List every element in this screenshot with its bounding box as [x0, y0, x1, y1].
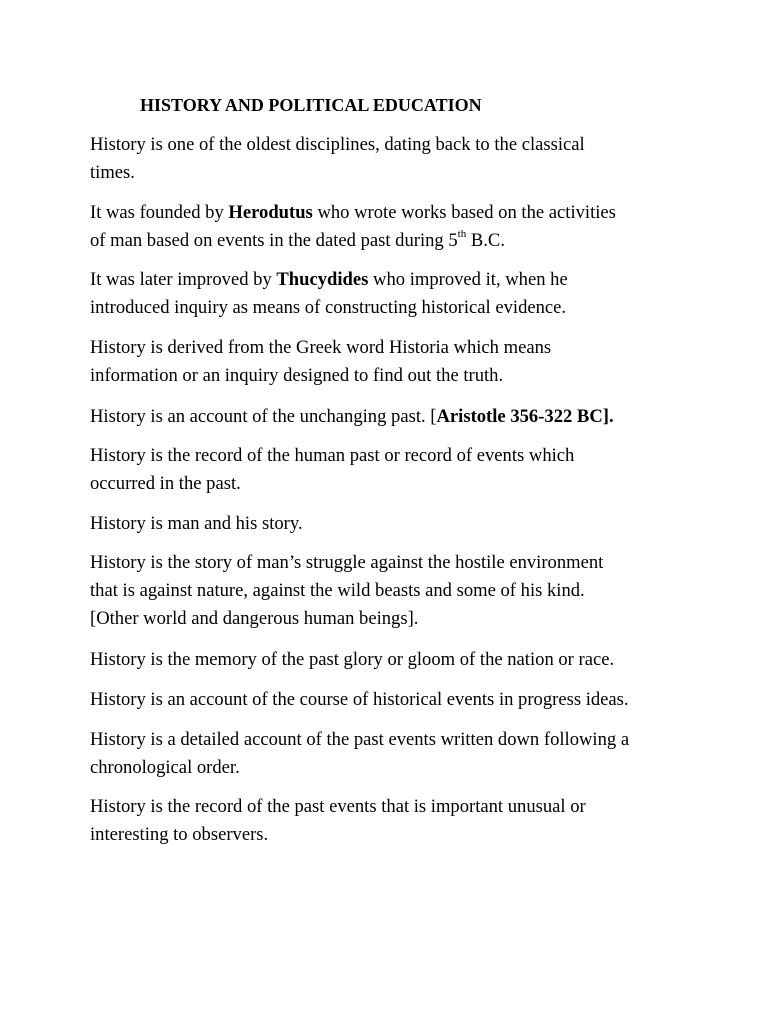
paragraph-line: chronological order.: [90, 757, 240, 778]
paragraph-struggle: [90, 549, 690, 633]
paragraph-man-and-story: [90, 510, 690, 538]
text-run: of man based on events in the dated past during 5: [90, 230, 458, 251]
text-run: It was founded by: [90, 202, 229, 223]
paragraph-aristotle: [90, 403, 690, 431]
bold-name-herodutus: Herodutus: [228, 202, 313, 223]
paragraph-line: [Other world and dangerous human beings].: [90, 608, 419, 629]
paragraph-line: History is one of the oldest disciplines, dating back to the classical: [90, 134, 585, 155]
paragraph-line: History is the record of the past events that is important unusual or: [90, 796, 586, 817]
text-run: who improved it, when he: [368, 269, 568, 290]
paragraph-course-of-events: [90, 686, 690, 714]
bold-citation-aristotle: Aristotle 356-322 BC].: [436, 406, 614, 427]
document-title: HISTORY AND POLITICAL EDUCATION: [140, 95, 482, 115]
paragraph-line: History is a detailed account of the past events written down following a: [90, 729, 630, 750]
paragraph-line: [90, 227, 690, 255]
paragraph-chronological: [90, 726, 690, 782]
paragraph-human-past: [90, 442, 690, 498]
paragraph-line: information or an inquiry designed to find out the truth.: [90, 365, 504, 386]
superscript-th: th: [457, 227, 467, 240]
text-run: B.C.: [466, 230, 505, 251]
paragraph-line: History is man and his story.: [90, 513, 303, 534]
paragraph-line: times.: [90, 162, 135, 183]
text-run: who wrote works based on the activities: [312, 202, 616, 223]
paragraph-line: introduced inquiry as means of constructing historical evidence.: [90, 297, 567, 318]
paragraph-line: [90, 266, 690, 294]
paragraph-line: interesting to observers.: [90, 824, 269, 845]
paragraph-line: [90, 199, 690, 227]
text-run: History is an account of the unchanging past. [: [90, 406, 437, 427]
paragraph-line: History is the story of man’s struggle against the hostile environment: [90, 552, 604, 573]
paragraph-line: that is against nature, against the wild beasts and some of his kind.: [90, 580, 585, 601]
paragraph-line: [90, 403, 690, 431]
paragraph-line: occurred in the past.: [90, 473, 241, 494]
bold-name-thucydides: Thucydides: [276, 269, 369, 290]
paragraph-memory: [90, 646, 690, 674]
paragraph-observers: [90, 793, 690, 849]
paragraph-oldest-discipline: [90, 131, 690, 187]
paragraph-historia: [90, 334, 690, 390]
paragraph-line: History is the record of the human past or record of events which: [90, 445, 575, 466]
paragraph-thucydides: [90, 266, 690, 322]
paragraph-line: History is derived from the Greek word Historia which means: [90, 337, 552, 358]
text-run: It was later improved by: [90, 269, 277, 290]
paragraph-line: History is the memory of the past glory or gloom of the nation or race.: [90, 649, 615, 670]
paragraph-herodutus: [90, 199, 690, 255]
paragraph-line: History is an account of the course of historical events in progress ideas.: [90, 689, 629, 710]
